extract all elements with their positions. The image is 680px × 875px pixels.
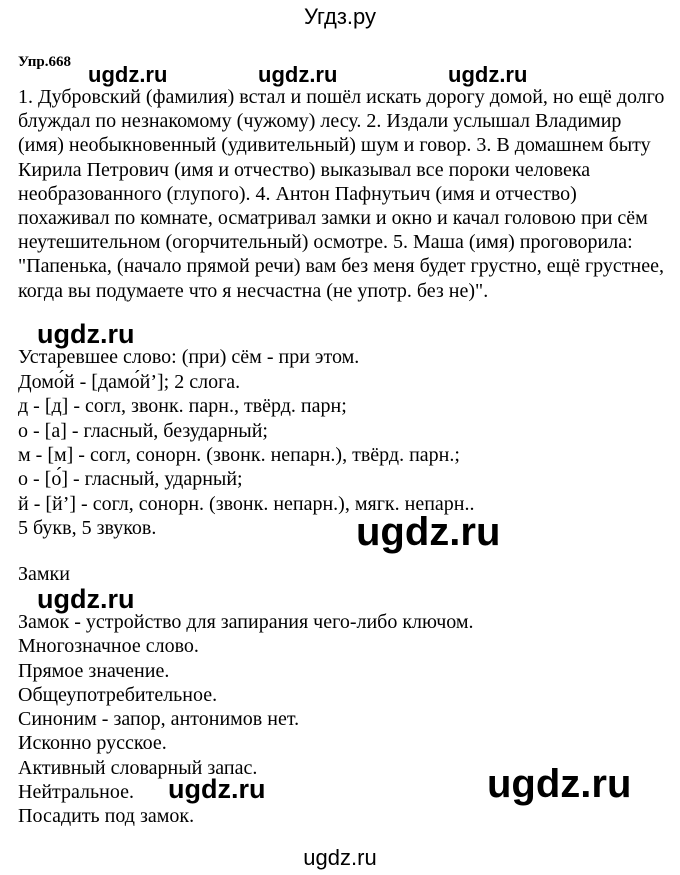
site-title: Угдз.ру bbox=[303, 4, 377, 29]
word-heading: Замки bbox=[18, 563, 70, 585]
word-line: Посадить под замок. bbox=[18, 805, 195, 827]
exercise-title: Упр.668 bbox=[18, 54, 72, 70]
word-line: Активный словарный запас. bbox=[18, 757, 258, 779]
analysis-line: Устаревшее слово: (при) сём - при этом. bbox=[18, 346, 360, 368]
analysis-line: 5 букв, 5 звуков. bbox=[18, 517, 157, 539]
watermark: ugdz.ru bbox=[258, 62, 338, 87]
word-line: Нейтральное. bbox=[18, 781, 134, 803]
watermark: ugdz.ru bbox=[487, 762, 632, 806]
word-line: Многозначное слово. bbox=[18, 635, 199, 657]
analysis-line: м - [м] - согл, сонорн. (звонк. непарн.), твёрд. парн.; bbox=[18, 444, 460, 466]
watermark: ugdz.ru bbox=[37, 319, 135, 349]
analysis-line: д - [д] - согл, звонк. парн., твёрд. парн; bbox=[18, 395, 347, 417]
word-line: Прямое значение. bbox=[18, 660, 170, 682]
word-line: Общеупотребительное. bbox=[18, 684, 218, 706]
footer-watermark: ugdz.ru bbox=[303, 845, 377, 870]
word-line: Синоним - запор, антонимов нет. bbox=[18, 708, 300, 730]
analysis-line: й - [й’] - согл, сонорн. (звонк. непарн.), мягк. непарн.. bbox=[18, 493, 475, 515]
watermark: ugdz.ru bbox=[37, 584, 135, 614]
analysis-line: о - [о́] - гласный, ударный; bbox=[18, 468, 243, 490]
watermark: ugdz.ru bbox=[168, 774, 266, 804]
analysis-line: о - [а] - гласный, безударный; bbox=[18, 420, 268, 442]
word-line: Исконно русское. bbox=[18, 732, 167, 754]
main-paragraph: 1. Дубровский (фамилия) встал и пошёл искать дорогу домой, но ещё долго блуждал по незнакомому (чужому) лесу. 2. Издали услышал Владимир (имя) необыкновенный (удивительный) шум и говор. 3. В домашнем быту Кирила Петрович (имя и отчество) выказывал все пороки человека необразованного (глупого). 4. Антон Пафнутьич (имя и отчество) похаживал по комнате, осматривал замки и окно и качал головою при сём неутешительном (огорчительный) осмотре. 5. Маша (имя) проговорила: "Папенька, (начало прямой речи) вам без меня будет грустно, ещё грустнее, когда вы подумаете что я несчастна (не употр. без не)". bbox=[18, 86, 665, 302]
watermark: ugdz.ru bbox=[448, 62, 528, 87]
watermark: ugdz.ru bbox=[356, 510, 501, 554]
watermark: ugdz.ru bbox=[88, 62, 168, 87]
word-line: Замок - устройство для запирания чего-либо ключом. bbox=[18, 611, 474, 633]
analysis-line: Домо́й - [дамо́й’]; 2 слога. bbox=[18, 371, 241, 393]
